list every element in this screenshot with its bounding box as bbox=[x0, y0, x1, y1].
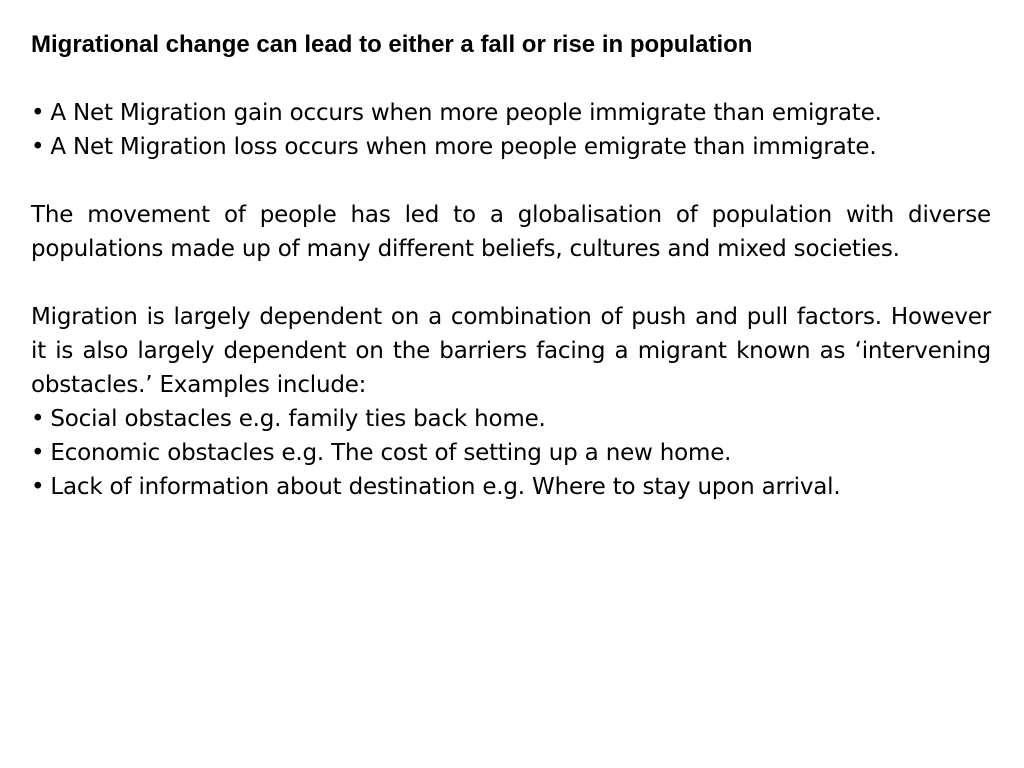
bullet-mark: • bbox=[31, 100, 45, 126]
bullet-social-obstacles bbox=[31, 402, 991, 436]
bullet-text: Social obstacles e.g. family ties back home. bbox=[50, 406, 546, 432]
slide-title: Migrational change can lead to either a fall or rise in population bbox=[31, 31, 753, 58]
spacer bbox=[31, 266, 991, 300]
bullet-text: Lack of information about destination e.g. Where to stay upon arrival. bbox=[50, 474, 841, 500]
bullet-mark: • bbox=[31, 474, 45, 500]
slide-content bbox=[31, 28, 991, 504]
bullet-net-migration-gain bbox=[31, 96, 991, 130]
bullet-mark: • bbox=[31, 134, 45, 160]
spacer bbox=[31, 164, 991, 198]
bullet-text: A Net Migration loss occurs when more people emigrate than immigrate. bbox=[50, 134, 877, 160]
bullet-net-migration-loss bbox=[31, 130, 991, 164]
bullet-text: A Net Migration gain occurs when more people immigrate than emigrate. bbox=[50, 100, 882, 126]
bullet-mark: • bbox=[31, 406, 45, 432]
bullet-lack-of-information bbox=[31, 470, 991, 504]
globalisation-paragraph: The movement of people has led to a globalisation of population with diverse populations made up of many different beliefs, cultures and mixed societies. bbox=[31, 202, 991, 262]
bullet-economic-obstacles bbox=[31, 436, 991, 470]
bullet-text: Economic obstacles e.g. The cost of setting up a new home. bbox=[50, 440, 732, 466]
bullet-mark: • bbox=[31, 440, 45, 466]
push-pull-paragraph: Migration is largely dependent on a combination of push and pull factors. However it is also largely dependent on the barriers facing a migrant known as ‘intervening obstacles.’ Examples include: bbox=[31, 304, 991, 398]
spacer bbox=[31, 62, 991, 96]
